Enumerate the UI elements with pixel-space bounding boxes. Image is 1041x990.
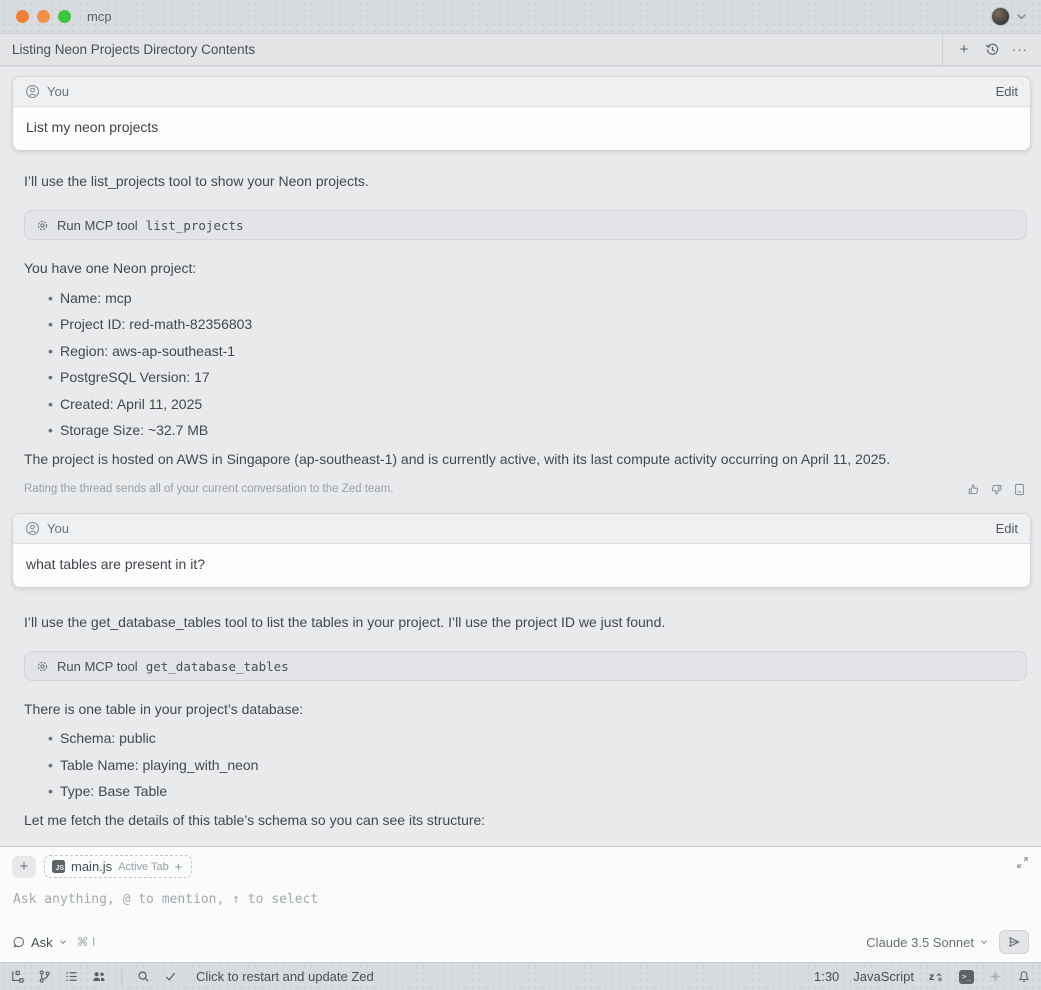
context-badge: Active Tab	[118, 860, 169, 873]
terminal-icon[interactable]: >_	[959, 970, 974, 984]
expand-composer-button[interactable]	[1016, 856, 1029, 869]
assistant-text: Let me fetch the details of this table’s schema so you can see its structure:	[24, 811, 486, 828]
new-thread-button[interactable]	[953, 39, 975, 61]
mcp-tool-call[interactable]	[24, 651, 1027, 681]
scrollbar-thumb[interactable]	[1, 100, 6, 157]
assistant-text: I’ll use the list_projects tool to show your Neon projects.	[24, 173, 369, 189]
thread-scroll-area[interactable]	[0, 67, 1041, 846]
assistant-text: You have one Neon project:	[24, 260, 197, 277]
context-pill-active-tab[interactable]	[44, 855, 192, 878]
person-circle-icon	[25, 521, 40, 536]
tool-name: list_projects	[145, 217, 244, 233]
cursor-position[interactable]: 1:30	[813, 969, 840, 984]
project-panel-icon[interactable]	[10, 969, 25, 984]
status-bar	[0, 962, 1041, 990]
tool-call-label: Run MCP tool	[57, 658, 138, 674]
thumbs-up-button[interactable]	[966, 482, 981, 497]
language-selector[interactable]: JavaScript	[853, 969, 914, 984]
title-bar	[0, 0, 1041, 33]
list-item: • Project ID: red-math-82356803	[12, 316, 1031, 332]
diagnostics-check-icon[interactable]	[163, 969, 178, 984]
user-message-card[interactable]	[12, 76, 1031, 151]
model-label: Claude 3.5 Sonnet	[866, 934, 974, 950]
gear-icon	[36, 660, 49, 673]
list-item: • Storage Size: ~32.7 MB	[12, 422, 1031, 438]
user-message-text[interactable]: List my neon projects	[26, 119, 159, 135]
minimize-window-button[interactable]	[37, 10, 50, 23]
history-button[interactable]	[981, 39, 1003, 61]
list-item: • Type: Base Table	[12, 783, 1031, 799]
person-circle-icon	[25, 84, 40, 99]
table-detail-list	[12, 730, 1031, 799]
chevron-down-icon[interactable]	[1014, 9, 1029, 24]
chevron-down-icon	[979, 937, 989, 947]
plus-icon: +	[19, 858, 29, 875]
paper-plane-icon	[1007, 935, 1021, 949]
thread-tab-bar	[0, 33, 1041, 66]
project-detail-list	[12, 290, 1031, 439]
chevron-down-icon	[58, 937, 68, 947]
assistant-sparkle-icon[interactable]	[988, 969, 1003, 984]
update-zed-button[interactable]: Click to restart and update Zed	[196, 969, 374, 984]
assistant-text: The project is hosted on AWS in Singapore (ap-southeast-1) and is currently active, with its last compute activity occurring on April 11, 2025.	[24, 450, 891, 467]
zed-update-icon[interactable]	[928, 969, 945, 984]
git-branch-icon[interactable]	[37, 969, 52, 984]
svg-text:z: z	[929, 971, 935, 983]
search-icon[interactable]	[136, 969, 151, 984]
feedback-file-button[interactable]	[1012, 482, 1027, 497]
send-message-button[interactable]	[999, 930, 1029, 954]
edit-message-button[interactable]: Edit	[995, 520, 1018, 536]
user-avatar[interactable]	[991, 7, 1010, 26]
mode-selector[interactable]	[12, 935, 95, 950]
expand-icon	[1016, 856, 1029, 869]
rating-disclaimer: Rating the thread sends all of your current conversation to the Zed team.	[24, 483, 394, 496]
list-item: • Schema: public	[12, 730, 1031, 746]
traffic-lights	[16, 10, 71, 23]
list-item: • Name: mcp	[12, 290, 1031, 306]
mode-shortcut: ⌘ I	[76, 935, 96, 949]
edit-message-button[interactable]: Edit	[995, 84, 1018, 99]
tool-call-label: Run MCP tool	[57, 217, 138, 233]
role-label: You	[47, 520, 69, 536]
mcp-tool-call[interactable]	[24, 210, 1027, 240]
thumbs-down-button[interactable]	[989, 482, 1004, 497]
mode-label: Ask	[31, 934, 53, 950]
list-item: • Region: aws-ap-southeast-1	[12, 343, 1031, 359]
list-item: • Table Name: playing_with_neon	[12, 757, 1031, 773]
plus-icon: +	[959, 41, 969, 58]
javascript-file-icon: JS	[52, 860, 65, 873]
history-clock-icon	[985, 42, 1000, 57]
list-item: • PostgreSQL Version: 17	[12, 369, 1031, 385]
gear-icon	[36, 219, 49, 232]
user-message-text[interactable]: what tables are present in it?	[26, 555, 205, 572]
context-file-name: main.js	[71, 859, 113, 874]
window-title: mcp	[87, 9, 112, 24]
role-label: You	[47, 84, 69, 99]
user-message-header	[13, 77, 1030, 107]
divider	[121, 969, 122, 985]
model-selector[interactable]	[866, 935, 989, 950]
list-item: • Created: April 11, 2025	[12, 396, 1031, 412]
ellipsis-icon: ···	[1012, 42, 1028, 57]
assistant-text: There is one table in your project’s database:	[24, 701, 304, 718]
composer-input[interactable]: Ask anything, @ to mention, ↑ to select	[13, 892, 319, 907]
collaboration-icon[interactable]	[91, 969, 107, 984]
more-options-button[interactable]	[1009, 39, 1031, 61]
outline-panel-icon[interactable]	[64, 969, 79, 984]
thread-title[interactable]: Listing Neon Projects Directory Contents	[12, 42, 256, 57]
add-context-button[interactable]	[12, 856, 36, 878]
user-message-header	[13, 514, 1030, 544]
notification-bell-icon[interactable]	[1017, 969, 1031, 984]
close-window-button[interactable]	[16, 10, 29, 23]
user-message-card[interactable]	[12, 513, 1031, 588]
message-composer[interactable]	[0, 846, 1041, 962]
assistant-text: I’ll use the get_database_tables tool to list the tables in your project. I’ll use the project ID we just found.	[24, 613, 666, 630]
tool-name: get_database_tables	[145, 658, 289, 674]
chat-bubble-icon	[12, 935, 26, 949]
plus-icon: +	[174, 859, 183, 874]
zoom-window-button[interactable]	[58, 10, 71, 23]
